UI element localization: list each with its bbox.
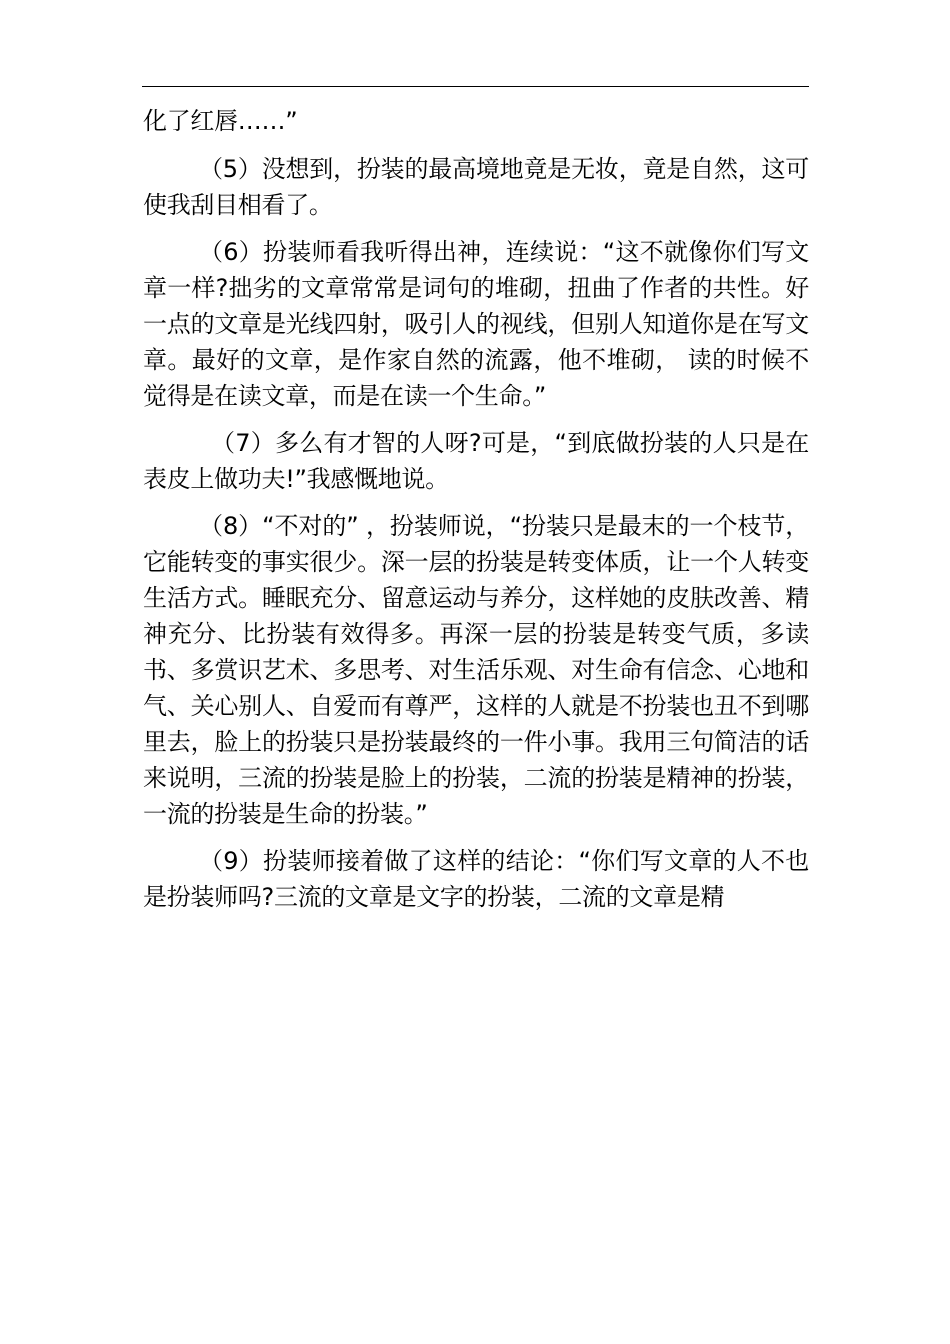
document-body bbox=[143, 103, 809, 926]
paragraph-4-continuation: 化了红唇……” bbox=[143, 107, 298, 135]
paragraph-5: （5）没想到，扮装的最高境地竟是无妆，竟是自然，这可使我刮目相看了。 bbox=[143, 155, 809, 219]
paragraph-7: （7）多么有才智的人呀?可是，“到底做扮装的人只是在表皮上做功夫!”我感慨地说。 bbox=[143, 429, 809, 493]
paragraph-6: （6）扮装师看我听得出神，连续说：“这不就像你们写文章一样?拙劣的文章常常是词句的堆砌，扭曲了作者的共性。好一点的文章是光线四射，吸引人的视线，但别人知道你是在写文章。最好的文章，是作家自然的流露，他不堆砌， 读的时候不觉得是在读文章，而是在读一个生命。” bbox=[143, 238, 809, 410]
paragraph-8: （8）“不对的” ，扮装师说，“扮装只是最末的一个枝节，它能转变的事实很少。深一层的扮装是转变体质，让一个人转变生活方式。睡眠充分、留意运动与养分，这样她的皮肤改善、精神充分、比扮装有效得多。再深一层的扮装是转变气质，多读书、多赏识艺术、多思考、对生活乐观、对生命有信念、心地和气、关心别人、自爱而有尊严，这样的人就是不扮装也丑不到哪里去，脸上的扮装只是扮装最终的一件小事。我用三句简洁的话来说明，三流的扮装是脸上的扮装，二流的扮装是精神的扮装，一流的扮装是生命的扮装。” bbox=[143, 512, 809, 828]
header-rule bbox=[142, 86, 809, 87]
paragraph-9: （9）扮装师接着做了这样的结论：“你们写文章的人不也是扮装师吗?三流的文章是文字的扮装，二流的文章是精 bbox=[143, 847, 809, 911]
